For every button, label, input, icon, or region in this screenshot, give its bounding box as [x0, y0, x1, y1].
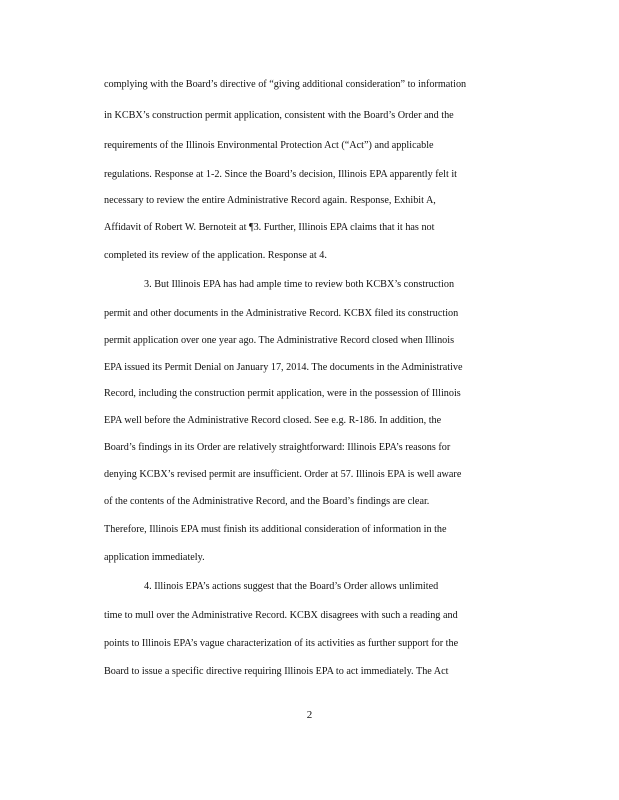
body-line-5: necessary to review the entire Administrative Record again. Response, Exhibit A, [104, 195, 436, 206]
paragraph-4-first-line: 4. Illinois EPA’s actions suggest that the Board’s Order allows unlimited [144, 581, 439, 592]
body-line-11: EPA issued its Permit Denial on January 17, 2014. The documents in the Administrative [104, 362, 463, 373]
body-line-21: points to Illinois EPA’s vague characterization of its activities as further support for the [104, 638, 459, 649]
body-line-9: permit and other documents in the Administrative Record. KCBX filed its construction [104, 308, 459, 319]
body-line-10: permit application over one year ago. The Administrative Record closed when Illinois [104, 335, 455, 346]
paragraph-3-first-line: 3. But Illinois EPA has had ample time to review both KCBX’s construction [144, 279, 455, 290]
body-line-4: regulations. Response at 1-2. Since the Board’s decision, Illinois EPA apparently felt it [104, 169, 458, 180]
body-line-6: Affidavit of Robert W. Bernoteit at ¶3. Further, Illinois EPA claims that it has not [104, 222, 435, 233]
body-line-2: in KCBX’s construction permit application, consistent with the Board’s Order and the [104, 110, 454, 121]
body-line-3: requirements of the Illinois Environmental Protection Act (“Act”) and applicable [104, 140, 434, 151]
body-line-18: application immediately. [104, 552, 205, 563]
page-number: 2 [306, 709, 313, 721]
body-line-15: denying KCBX’s revised permit are insufficient. Order at 57. Illinois EPA is well aware [104, 469, 462, 480]
body-line-12: Record, including the construction permit application, were in the possession of Illinois [104, 388, 461, 399]
body-line-13: EPA well before the Administrative Record closed. See e.g. R-186. In addition, the [104, 415, 442, 426]
body-line-7: completed its review of the application. Response at 4. [104, 250, 327, 261]
body-line-22: Board to issue a specific directive requiring Illinois EPA to act immediately. The Act [104, 666, 449, 677]
body-line-17: Therefore, Illinois EPA must finish its additional consideration of information in the [104, 524, 447, 535]
body-line-16: of the contents of the Administrative Record, and the Board’s findings are clear. [104, 496, 430, 507]
body-line-20: time to mull over the Administrative Record. KCBX disagrees with such a reading and [104, 610, 458, 621]
body-line-1: complying with the Board’s directive of “giving additional consideration” to information [104, 79, 467, 90]
body-line-14: Board’s findings in its Order are relatively straightforward: Illinois EPA’s reasons for [104, 442, 451, 453]
